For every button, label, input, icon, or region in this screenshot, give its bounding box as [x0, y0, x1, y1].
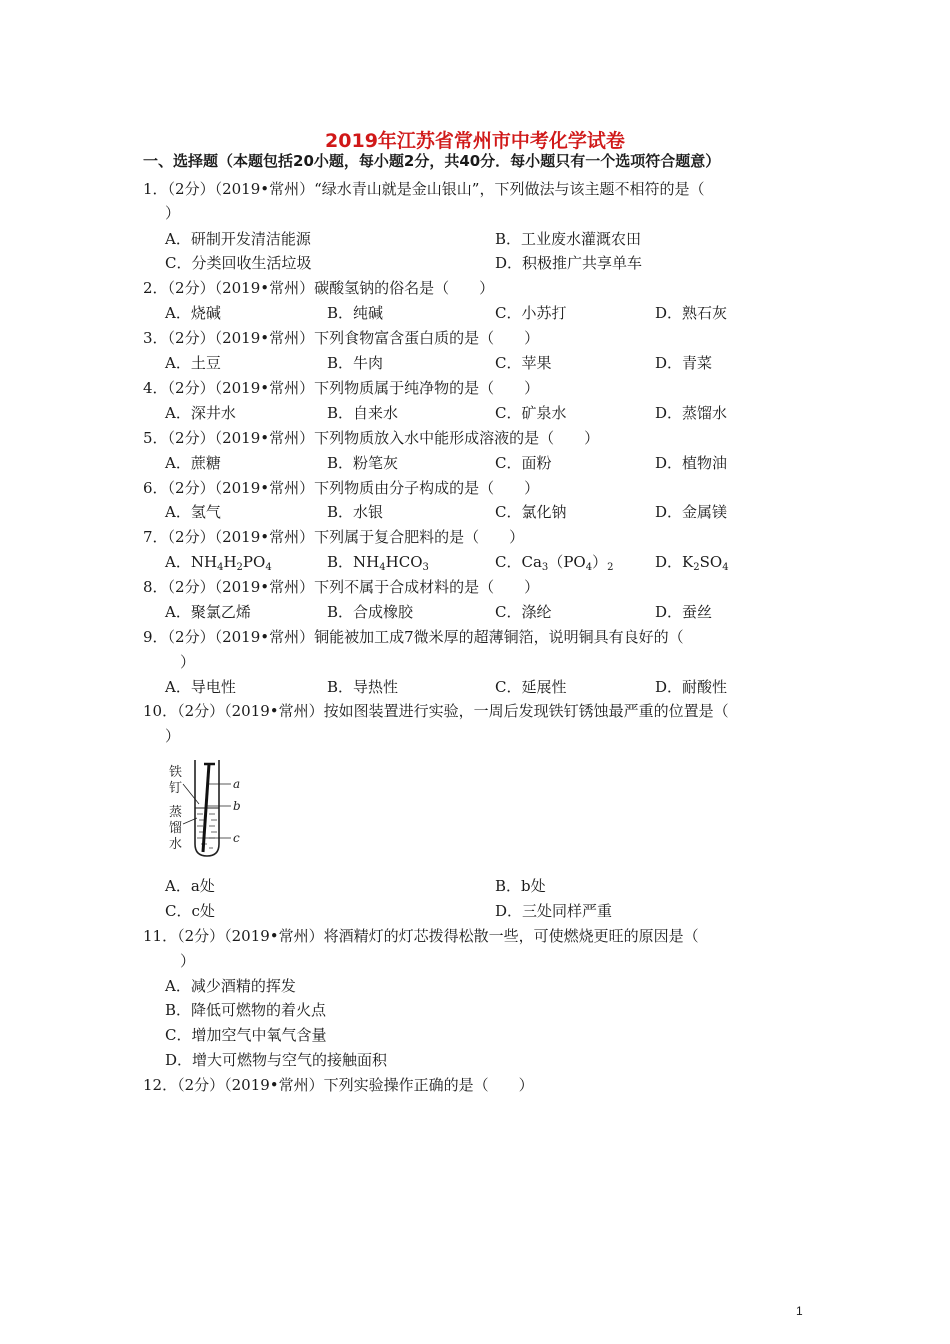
q4-option-b: B．自来水 [327, 404, 399, 422]
q1-option-d: D．积极推广共享单车 [495, 254, 643, 272]
question-12-stem: 12．（2分）（2019•常州）下列实验操作正确的是（ ） [143, 1076, 534, 1094]
q10-option-b: B．b处 [495, 877, 546, 895]
question-6-stem: 6．（2分）（2019•常州）下列物质由分子构成的是（ ） [143, 479, 540, 497]
q9-option-a: A．导电性 [165, 678, 236, 696]
figure-label: 铁 [169, 765, 183, 780]
question-5-stem: 5．（2分）（2019•常州）下列物质放入水中能形成溶液的是（ ） [143, 429, 600, 447]
figure-label: 馏 [169, 821, 183, 836]
q8-option-b: B．合成橡胶 [327, 603, 414, 621]
q1-option-b: B．工业废水灌溉农田 [495, 230, 642, 248]
figure-label: 钉 [169, 781, 183, 796]
question-10-stem: 10．（2分）（2019•常州）按如图装置进行实验，一周后发现铁钉锈蚀最严重的位置是（ [143, 702, 729, 720]
q9-option-b: B．导热性 [327, 678, 399, 696]
q6-option-b: B．水银 [327, 503, 384, 521]
iron-nail-test-tube-figure [163, 760, 263, 860]
q8-option-a: A．聚氯乙烯 [165, 603, 251, 621]
q2-option-b: B．纯碱 [327, 304, 384, 322]
figure-label: 蒸 [169, 805, 183, 820]
q5-option-a: A．蔗糖 [165, 454, 221, 472]
question-11-stem: 11．（2分）（2019•常州）将酒精灯的灯芯拨得松散一些，可使燃烧更旺的原因是（ [143, 927, 699, 945]
q8-option-c: C．涤纶 [495, 603, 552, 621]
section-heading: 一、选择题（本题包括20小题，每小题2分，共40分．每小题只有一个选项符合题意） [143, 152, 721, 170]
q5-option-d: D．植物油 [655, 454, 728, 472]
q5-option-b: B．粉笔灰 [327, 454, 399, 472]
question-3-stem: 3．（2分）（2019•常州）下列食物富含蛋白质的是（ ） [143, 329, 540, 347]
question-8-stem: 8．（2分）（2019•常州）下列不属于合成材料的是（ ） [143, 578, 540, 596]
q6-option-c: C．氯化钠 [495, 503, 567, 521]
q1-option-c: C．分类回收生活垃圾 [165, 254, 312, 272]
q5-option-c: C．面粉 [495, 454, 552, 472]
q7-option-d: D．$K_2SO_4$ [655, 553, 729, 573]
q2-option-d: D．熟石灰 [655, 304, 728, 322]
q4-option-c: C．矿泉水 [495, 404, 567, 422]
q4-option-d: D．蒸馏水 [655, 404, 728, 422]
question-11-stem-cont: ） [180, 952, 196, 970]
water-hatching [197, 814, 217, 848]
q7-option-c: C．$Ca_3(PO_4)_2$ [495, 553, 614, 573]
point-label-a: a [233, 777, 241, 791]
page-number: 1 [796, 1304, 803, 1318]
q3-option-c: C．苹果 [495, 354, 552, 372]
q3-option-a: A．土豆 [165, 354, 221, 372]
q11-option-d: D．增大可燃物与空气的接触面积 [165, 1051, 388, 1069]
q4-option-a: A．深井水 [165, 404, 236, 422]
q10-option-c: C．c处 [165, 902, 215, 920]
q10-option-d: D．三处同样严重 [495, 902, 613, 920]
q7-option-b: B．$NH_4HCO_3$ [327, 553, 429, 573]
q2-option-c: C．小苏打 [495, 304, 567, 322]
q3-option-d: D．青菜 [655, 354, 713, 372]
q10-option-a: A．a处 [165, 877, 215, 895]
q11-option-b: B．降低可燃物的着火点 [165, 1001, 327, 1019]
question-9-stem-cont: ） [180, 653, 196, 671]
q8-option-d: D．蚕丝 [655, 603, 713, 621]
question-7-stem: 7．（2分）（2019•常州）下列属于复合肥料的是（ ） [143, 528, 525, 546]
page-title: 2019年江苏省常州市中考化学试卷 [325, 130, 625, 152]
q11-option-a: A．减少酒精的挥发 [165, 977, 296, 995]
q6-option-d: D．金属镁 [655, 503, 728, 521]
label-pointer [183, 784, 199, 804]
q11-option-c: C．增加空气中氧气含量 [165, 1026, 327, 1044]
q1-option-a: A．研制开发清洁能源 [165, 230, 311, 248]
question-4-stem: 4．（2分）（2019•常州）下列物质属于纯净物的是（ ） [143, 379, 540, 397]
point-label-b: b [233, 799, 241, 813]
q3-option-b: B．牛肉 [327, 354, 384, 372]
figure-label: 水 [169, 837, 183, 852]
q9-option-d: D．耐酸性 [655, 678, 728, 696]
question-9-stem: 9．（2分）（2019•常州）铜能被加工成7微米厚的超薄铜箔，说明铜具有良好的（ [143, 628, 684, 646]
q2-option-a: A．烧碱 [165, 304, 221, 322]
question-10-stem-cont: ） [165, 727, 181, 745]
question-1-stem: 1．（2分）（2019•常州）“绿水青山就是金山银山”，下列做法与该主题不相符的是（ [143, 180, 705, 198]
q7-option-a: A．$NH_4H_2PO_4$ [165, 553, 272, 573]
point-label-c: c [233, 831, 240, 845]
q9-option-c: C．延展性 [495, 678, 567, 696]
q6-option-a: A．氢气 [165, 503, 221, 521]
question-2-stem: 2．（2分）（2019•常州）碳酸氢钠的俗名是（ ） [143, 279, 495, 297]
question-1-stem-cont: ） [165, 204, 181, 222]
